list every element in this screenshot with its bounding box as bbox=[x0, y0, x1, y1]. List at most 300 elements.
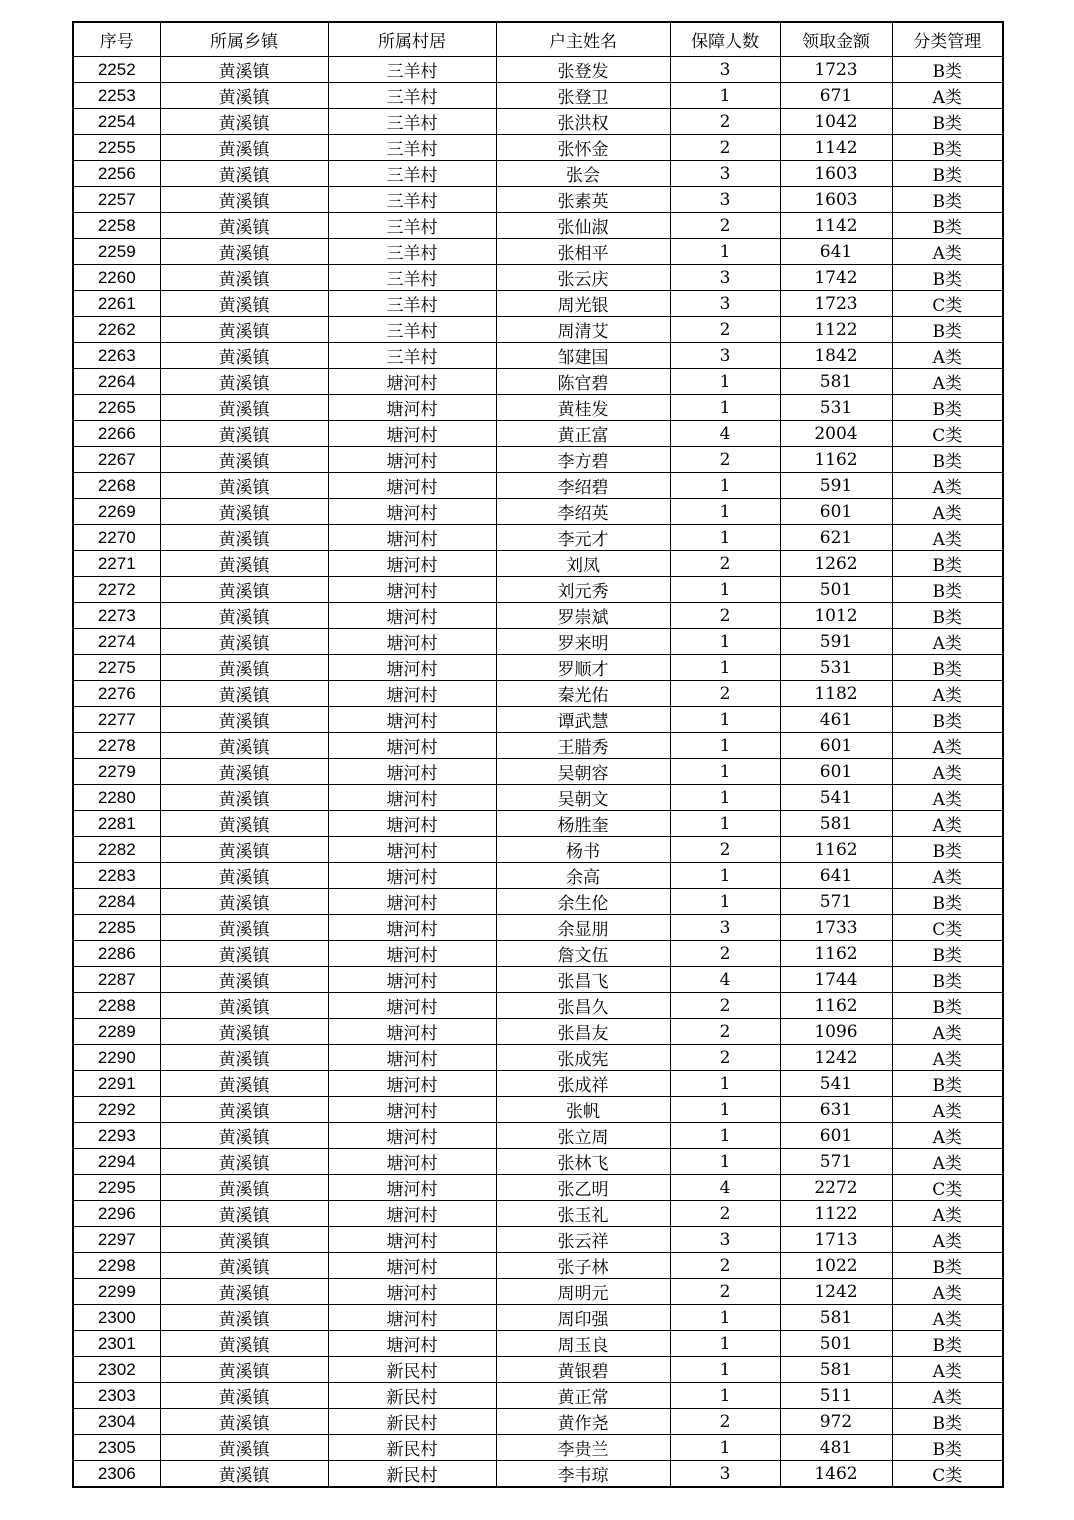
table-row bbox=[73, 83, 1003, 109]
householder-cell: 张素英 bbox=[496, 187, 670, 213]
table-row bbox=[73, 1279, 1003, 1305]
persons-cell: 1 bbox=[670, 707, 780, 733]
amount-cell: 601 bbox=[780, 759, 892, 785]
householder-cell: 周玉良 bbox=[496, 1331, 670, 1357]
amount-cell: 1162 bbox=[780, 447, 892, 473]
category-cell: A类 bbox=[892, 733, 1003, 759]
table-row bbox=[73, 1045, 1003, 1071]
seq-cell: 2276 bbox=[73, 681, 160, 707]
persons-cell: 2 bbox=[670, 1253, 780, 1279]
householder-cell: 刘元秀 bbox=[496, 577, 670, 603]
seq-cell: 2305 bbox=[73, 1435, 160, 1461]
table-row bbox=[73, 1201, 1003, 1227]
township-cell: 黄溪镇 bbox=[160, 213, 328, 239]
householder-cell: 刘凤 bbox=[496, 551, 670, 577]
seq-cell: 2274 bbox=[73, 629, 160, 655]
table-row bbox=[73, 421, 1003, 447]
village-cell: 塘河村 bbox=[328, 1123, 496, 1149]
seq-cell: 2292 bbox=[73, 1097, 160, 1123]
seq-cell: 2302 bbox=[73, 1357, 160, 1383]
persons-cell: 3 bbox=[670, 291, 780, 317]
header-covered-persons: 保障人数 bbox=[670, 22, 780, 57]
township-cell: 黄溪镇 bbox=[160, 525, 328, 551]
village-cell: 新民村 bbox=[328, 1409, 496, 1435]
category-cell: B类 bbox=[892, 317, 1003, 343]
township-cell: 黄溪镇 bbox=[160, 1279, 328, 1305]
householder-cell: 张林飞 bbox=[496, 1149, 670, 1175]
seq-cell: 2271 bbox=[73, 551, 160, 577]
table-row bbox=[73, 369, 1003, 395]
village-cell: 三羊村 bbox=[328, 109, 496, 135]
amount-cell: 2004 bbox=[780, 421, 892, 447]
village-cell: 塘河村 bbox=[328, 525, 496, 551]
persons-cell: 2 bbox=[670, 1201, 780, 1227]
householder-cell: 张怀金 bbox=[496, 135, 670, 161]
category-cell: B类 bbox=[892, 109, 1003, 135]
village-cell: 塘河村 bbox=[328, 1305, 496, 1331]
seq-cell: 2265 bbox=[73, 395, 160, 421]
householder-cell: 张洪权 bbox=[496, 109, 670, 135]
persons-cell: 1 bbox=[670, 1331, 780, 1357]
village-cell: 塘河村 bbox=[328, 811, 496, 837]
village-cell: 三羊村 bbox=[328, 213, 496, 239]
table-row bbox=[73, 57, 1003, 83]
seq-cell: 2253 bbox=[73, 83, 160, 109]
township-cell: 黄溪镇 bbox=[160, 499, 328, 525]
township-cell: 黄溪镇 bbox=[160, 1097, 328, 1123]
category-cell: A类 bbox=[892, 1201, 1003, 1227]
seq-cell: 2267 bbox=[73, 447, 160, 473]
householder-cell: 李绍英 bbox=[496, 499, 670, 525]
village-cell: 三羊村 bbox=[328, 343, 496, 369]
seq-cell: 2275 bbox=[73, 655, 160, 681]
seq-cell: 2298 bbox=[73, 1253, 160, 1279]
persons-cell: 2 bbox=[670, 447, 780, 473]
township-cell: 黄溪镇 bbox=[160, 317, 328, 343]
amount-cell: 461 bbox=[780, 707, 892, 733]
category-cell: A类 bbox=[892, 1383, 1003, 1409]
table-row bbox=[73, 603, 1003, 629]
village-cell: 三羊村 bbox=[328, 239, 496, 265]
township-cell: 黄溪镇 bbox=[160, 1331, 328, 1357]
village-cell: 塘河村 bbox=[328, 1331, 496, 1357]
village-cell: 塘河村 bbox=[328, 707, 496, 733]
seq-cell: 2290 bbox=[73, 1045, 160, 1071]
householder-cell: 周清艾 bbox=[496, 317, 670, 343]
seq-cell: 2291 bbox=[73, 1071, 160, 1097]
village-cell: 塘河村 bbox=[328, 785, 496, 811]
householder-cell: 秦光佑 bbox=[496, 681, 670, 707]
persons-cell: 1 bbox=[670, 525, 780, 551]
householder-cell: 詹文伍 bbox=[496, 941, 670, 967]
table-row bbox=[73, 317, 1003, 343]
category-cell: B类 bbox=[892, 993, 1003, 1019]
category-cell: A类 bbox=[892, 1149, 1003, 1175]
category-cell: A类 bbox=[892, 681, 1003, 707]
seq-cell: 2285 bbox=[73, 915, 160, 941]
seq-cell: 2264 bbox=[73, 369, 160, 395]
table-row bbox=[73, 1305, 1003, 1331]
persons-cell: 2 bbox=[670, 317, 780, 343]
village-cell: 塘河村 bbox=[328, 837, 496, 863]
householder-cell: 杨书 bbox=[496, 837, 670, 863]
householder-cell: 周明元 bbox=[496, 1279, 670, 1305]
persons-cell: 4 bbox=[670, 967, 780, 993]
village-cell: 塘河村 bbox=[328, 941, 496, 967]
seq-cell: 2297 bbox=[73, 1227, 160, 1253]
header-row bbox=[73, 22, 1003, 57]
amount-cell: 1462 bbox=[780, 1461, 892, 1488]
amount-cell: 1842 bbox=[780, 343, 892, 369]
category-cell: B类 bbox=[892, 265, 1003, 291]
table-row bbox=[73, 135, 1003, 161]
township-cell: 黄溪镇 bbox=[160, 941, 328, 967]
table-row bbox=[73, 343, 1003, 369]
amount-cell: 1242 bbox=[780, 1045, 892, 1071]
amount-cell: 1182 bbox=[780, 681, 892, 707]
persons-cell: 1 bbox=[670, 1383, 780, 1409]
householder-cell: 李韦琼 bbox=[496, 1461, 670, 1488]
householder-cell: 张玉礼 bbox=[496, 1201, 670, 1227]
table-row bbox=[73, 265, 1003, 291]
householder-cell: 张成宪 bbox=[496, 1045, 670, 1071]
village-cell: 塘河村 bbox=[328, 1019, 496, 1045]
persons-cell: 1 bbox=[670, 1123, 780, 1149]
persons-cell: 1 bbox=[670, 239, 780, 265]
category-cell: B类 bbox=[892, 213, 1003, 239]
householder-cell: 余显朋 bbox=[496, 915, 670, 941]
seq-cell: 2283 bbox=[73, 863, 160, 889]
householder-cell: 邹建国 bbox=[496, 343, 670, 369]
category-cell: A类 bbox=[892, 1123, 1003, 1149]
seq-cell: 2289 bbox=[73, 1019, 160, 1045]
seq-cell: 2262 bbox=[73, 317, 160, 343]
amount-cell: 1142 bbox=[780, 213, 892, 239]
seq-cell: 2284 bbox=[73, 889, 160, 915]
table-row bbox=[73, 837, 1003, 863]
persons-cell: 1 bbox=[670, 655, 780, 681]
seq-cell: 2278 bbox=[73, 733, 160, 759]
township-cell: 黄溪镇 bbox=[160, 239, 328, 265]
persons-cell: 1 bbox=[670, 863, 780, 889]
category-cell: A类 bbox=[892, 759, 1003, 785]
township-cell: 黄溪镇 bbox=[160, 993, 328, 1019]
township-cell: 黄溪镇 bbox=[160, 265, 328, 291]
table-row bbox=[73, 655, 1003, 681]
header-amount: 领取金额 bbox=[780, 22, 892, 57]
village-cell: 塘河村 bbox=[328, 1097, 496, 1123]
category-cell: C类 bbox=[892, 291, 1003, 317]
persons-cell: 2 bbox=[670, 135, 780, 161]
township-cell: 黄溪镇 bbox=[160, 187, 328, 213]
persons-cell: 2 bbox=[670, 1409, 780, 1435]
persons-cell: 3 bbox=[670, 161, 780, 187]
persons-cell: 3 bbox=[670, 343, 780, 369]
category-cell: A类 bbox=[892, 499, 1003, 525]
seq-cell: 2299 bbox=[73, 1279, 160, 1305]
householder-cell: 黄桂发 bbox=[496, 395, 670, 421]
table-row bbox=[73, 759, 1003, 785]
householder-cell: 张会 bbox=[496, 161, 670, 187]
village-cell: 新民村 bbox=[328, 1357, 496, 1383]
householder-cell: 余高 bbox=[496, 863, 670, 889]
township-cell: 黄溪镇 bbox=[160, 369, 328, 395]
table-row bbox=[73, 1435, 1003, 1461]
seq-cell: 2281 bbox=[73, 811, 160, 837]
category-cell: C类 bbox=[892, 915, 1003, 941]
householder-cell: 张云庆 bbox=[496, 265, 670, 291]
village-cell: 塘河村 bbox=[328, 733, 496, 759]
seq-cell: 2280 bbox=[73, 785, 160, 811]
seq-cell: 2304 bbox=[73, 1409, 160, 1435]
header-category: 分类管理 bbox=[892, 22, 1003, 57]
persons-cell: 3 bbox=[670, 265, 780, 291]
table-row bbox=[73, 473, 1003, 499]
table-row bbox=[73, 213, 1003, 239]
amount-cell: 571 bbox=[780, 889, 892, 915]
amount-cell: 601 bbox=[780, 733, 892, 759]
persons-cell: 1 bbox=[670, 473, 780, 499]
table-header bbox=[73, 22, 1003, 57]
persons-cell: 1 bbox=[670, 1305, 780, 1331]
householder-cell: 张昌飞 bbox=[496, 967, 670, 993]
category-cell: B类 bbox=[892, 889, 1003, 915]
householder-cell: 张昌久 bbox=[496, 993, 670, 1019]
seq-cell: 2288 bbox=[73, 993, 160, 1019]
persons-cell: 1 bbox=[670, 733, 780, 759]
village-cell: 三羊村 bbox=[328, 291, 496, 317]
householder-cell: 王腊秀 bbox=[496, 733, 670, 759]
table-row bbox=[73, 525, 1003, 551]
village-cell: 塘河村 bbox=[328, 395, 496, 421]
seq-cell: 2255 bbox=[73, 135, 160, 161]
seq-cell: 2300 bbox=[73, 1305, 160, 1331]
persons-cell: 1 bbox=[670, 1357, 780, 1383]
township-cell: 黄溪镇 bbox=[160, 83, 328, 109]
persons-cell: 2 bbox=[670, 551, 780, 577]
township-cell: 黄溪镇 bbox=[160, 343, 328, 369]
township-cell: 黄溪镇 bbox=[160, 1123, 328, 1149]
category-cell: A类 bbox=[892, 83, 1003, 109]
seq-cell: 2266 bbox=[73, 421, 160, 447]
township-cell: 黄溪镇 bbox=[160, 57, 328, 83]
amount-cell: 1162 bbox=[780, 993, 892, 1019]
township-cell: 黄溪镇 bbox=[160, 889, 328, 915]
village-cell: 塘河村 bbox=[328, 447, 496, 473]
amount-cell: 581 bbox=[780, 811, 892, 837]
table-row bbox=[73, 967, 1003, 993]
header-township: 所属乡镇 bbox=[160, 22, 328, 57]
village-cell: 塘河村 bbox=[328, 1253, 496, 1279]
village-cell: 塘河村 bbox=[328, 369, 496, 395]
village-cell: 塘河村 bbox=[328, 759, 496, 785]
persons-cell: 3 bbox=[670, 57, 780, 83]
householder-cell: 黄银碧 bbox=[496, 1357, 670, 1383]
village-cell: 塘河村 bbox=[328, 863, 496, 889]
category-cell: A类 bbox=[892, 1305, 1003, 1331]
table-row bbox=[73, 499, 1003, 525]
township-cell: 黄溪镇 bbox=[160, 681, 328, 707]
table-row bbox=[73, 1253, 1003, 1279]
amount-cell: 1262 bbox=[780, 551, 892, 577]
amount-cell: 581 bbox=[780, 369, 892, 395]
village-cell: 塘河村 bbox=[328, 1149, 496, 1175]
table-row bbox=[73, 733, 1003, 759]
township-cell: 黄溪镇 bbox=[160, 135, 328, 161]
table-row bbox=[73, 291, 1003, 317]
persons-cell: 2 bbox=[670, 1279, 780, 1305]
village-cell: 塘河村 bbox=[328, 915, 496, 941]
township-cell: 黄溪镇 bbox=[160, 1149, 328, 1175]
township-cell: 黄溪镇 bbox=[160, 733, 328, 759]
seq-cell: 2286 bbox=[73, 941, 160, 967]
township-cell: 黄溪镇 bbox=[160, 811, 328, 837]
table-row bbox=[73, 1383, 1003, 1409]
amount-cell: 1723 bbox=[780, 57, 892, 83]
table-row bbox=[73, 707, 1003, 733]
category-cell: B类 bbox=[892, 603, 1003, 629]
category-cell: A类 bbox=[892, 1045, 1003, 1071]
amount-cell: 1122 bbox=[780, 1201, 892, 1227]
header-village: 所属村居 bbox=[328, 22, 496, 57]
persons-cell: 1 bbox=[670, 395, 780, 421]
table-row bbox=[73, 1097, 1003, 1123]
category-cell: B类 bbox=[892, 161, 1003, 187]
householder-cell: 谭武慧 bbox=[496, 707, 670, 733]
village-cell: 塘河村 bbox=[328, 1279, 496, 1305]
category-cell: A类 bbox=[892, 863, 1003, 889]
township-cell: 黄溪镇 bbox=[160, 915, 328, 941]
amount-cell: 601 bbox=[780, 499, 892, 525]
seq-cell: 2277 bbox=[73, 707, 160, 733]
table-row bbox=[73, 1227, 1003, 1253]
township-cell: 黄溪镇 bbox=[160, 1175, 328, 1201]
householder-cell: 张登卫 bbox=[496, 83, 670, 109]
amount-cell: 1122 bbox=[780, 317, 892, 343]
seq-cell: 2270 bbox=[73, 525, 160, 551]
village-cell: 塘河村 bbox=[328, 889, 496, 915]
village-cell: 三羊村 bbox=[328, 187, 496, 213]
category-cell: B类 bbox=[892, 187, 1003, 213]
amount-cell: 1022 bbox=[780, 1253, 892, 1279]
township-cell: 黄溪镇 bbox=[160, 291, 328, 317]
householder-cell: 黄作尧 bbox=[496, 1409, 670, 1435]
persons-cell: 3 bbox=[670, 1461, 780, 1488]
amount-cell: 1042 bbox=[780, 109, 892, 135]
householder-cell: 陈官碧 bbox=[496, 369, 670, 395]
township-cell: 黄溪镇 bbox=[160, 707, 328, 733]
village-cell: 三羊村 bbox=[328, 135, 496, 161]
category-cell: C类 bbox=[892, 421, 1003, 447]
category-cell: A类 bbox=[892, 525, 1003, 551]
persons-cell: 2 bbox=[670, 1045, 780, 1071]
village-cell: 塘河村 bbox=[328, 473, 496, 499]
householder-cell: 张帆 bbox=[496, 1097, 670, 1123]
table-row bbox=[73, 1149, 1003, 1175]
householder-cell: 张登发 bbox=[496, 57, 670, 83]
persons-cell: 2 bbox=[670, 837, 780, 863]
category-cell: A类 bbox=[892, 369, 1003, 395]
category-cell: A类 bbox=[892, 1279, 1003, 1305]
township-cell: 黄溪镇 bbox=[160, 1461, 328, 1488]
amount-cell: 481 bbox=[780, 1435, 892, 1461]
amount-cell: 1723 bbox=[780, 291, 892, 317]
persons-cell: 3 bbox=[670, 1227, 780, 1253]
category-cell: B类 bbox=[892, 135, 1003, 161]
township-cell: 黄溪镇 bbox=[160, 551, 328, 577]
amount-cell: 531 bbox=[780, 395, 892, 421]
table-body bbox=[73, 57, 1003, 1488]
seq-cell: 2256 bbox=[73, 161, 160, 187]
township-cell: 黄溪镇 bbox=[160, 1071, 328, 1097]
householder-cell: 杨胜奎 bbox=[496, 811, 670, 837]
seq-cell: 2303 bbox=[73, 1383, 160, 1409]
persons-cell: 2 bbox=[670, 941, 780, 967]
amount-cell: 671 bbox=[780, 83, 892, 109]
township-cell: 黄溪镇 bbox=[160, 1357, 328, 1383]
persons-cell: 1 bbox=[670, 785, 780, 811]
amount-cell: 631 bbox=[780, 1097, 892, 1123]
amount-cell: 1162 bbox=[780, 837, 892, 863]
seq-cell: 2294 bbox=[73, 1149, 160, 1175]
householder-cell: 张昌友 bbox=[496, 1019, 670, 1045]
village-cell: 塘河村 bbox=[328, 577, 496, 603]
category-cell: B类 bbox=[892, 1253, 1003, 1279]
township-cell: 黄溪镇 bbox=[160, 447, 328, 473]
table-row bbox=[73, 1409, 1003, 1435]
amount-cell: 601 bbox=[780, 1123, 892, 1149]
table-row bbox=[73, 1019, 1003, 1045]
amount-cell: 541 bbox=[780, 785, 892, 811]
category-cell: B类 bbox=[892, 447, 1003, 473]
village-cell: 塘河村 bbox=[328, 967, 496, 993]
village-cell: 三羊村 bbox=[328, 265, 496, 291]
township-cell: 黄溪镇 bbox=[160, 603, 328, 629]
village-cell: 塘河村 bbox=[328, 655, 496, 681]
amount-cell: 541 bbox=[780, 1071, 892, 1097]
amount-cell: 1742 bbox=[780, 265, 892, 291]
table-row bbox=[73, 1357, 1003, 1383]
township-cell: 黄溪镇 bbox=[160, 1409, 328, 1435]
table-row bbox=[73, 811, 1003, 837]
amount-cell: 2272 bbox=[780, 1175, 892, 1201]
seq-cell: 2272 bbox=[73, 577, 160, 603]
table-row bbox=[73, 1331, 1003, 1357]
amount-cell: 1142 bbox=[780, 135, 892, 161]
householder-cell: 罗崇斌 bbox=[496, 603, 670, 629]
persons-cell: 3 bbox=[670, 915, 780, 941]
householder-cell: 李贵兰 bbox=[496, 1435, 670, 1461]
village-cell: 新民村 bbox=[328, 1383, 496, 1409]
persons-cell: 1 bbox=[670, 1149, 780, 1175]
amount-cell: 1012 bbox=[780, 603, 892, 629]
persons-cell: 2 bbox=[670, 1019, 780, 1045]
table-row bbox=[73, 1071, 1003, 1097]
category-cell: B类 bbox=[892, 1331, 1003, 1357]
persons-cell: 1 bbox=[670, 811, 780, 837]
householder-cell: 张立周 bbox=[496, 1123, 670, 1149]
householder-cell: 李元才 bbox=[496, 525, 670, 551]
seq-cell: 2252 bbox=[73, 57, 160, 83]
township-cell: 黄溪镇 bbox=[160, 1383, 328, 1409]
persons-cell: 1 bbox=[670, 889, 780, 915]
township-cell: 黄溪镇 bbox=[160, 759, 328, 785]
seq-cell: 2296 bbox=[73, 1201, 160, 1227]
amount-cell: 1096 bbox=[780, 1019, 892, 1045]
category-cell: B类 bbox=[892, 1435, 1003, 1461]
persons-cell: 4 bbox=[670, 421, 780, 447]
township-cell: 黄溪镇 bbox=[160, 655, 328, 681]
